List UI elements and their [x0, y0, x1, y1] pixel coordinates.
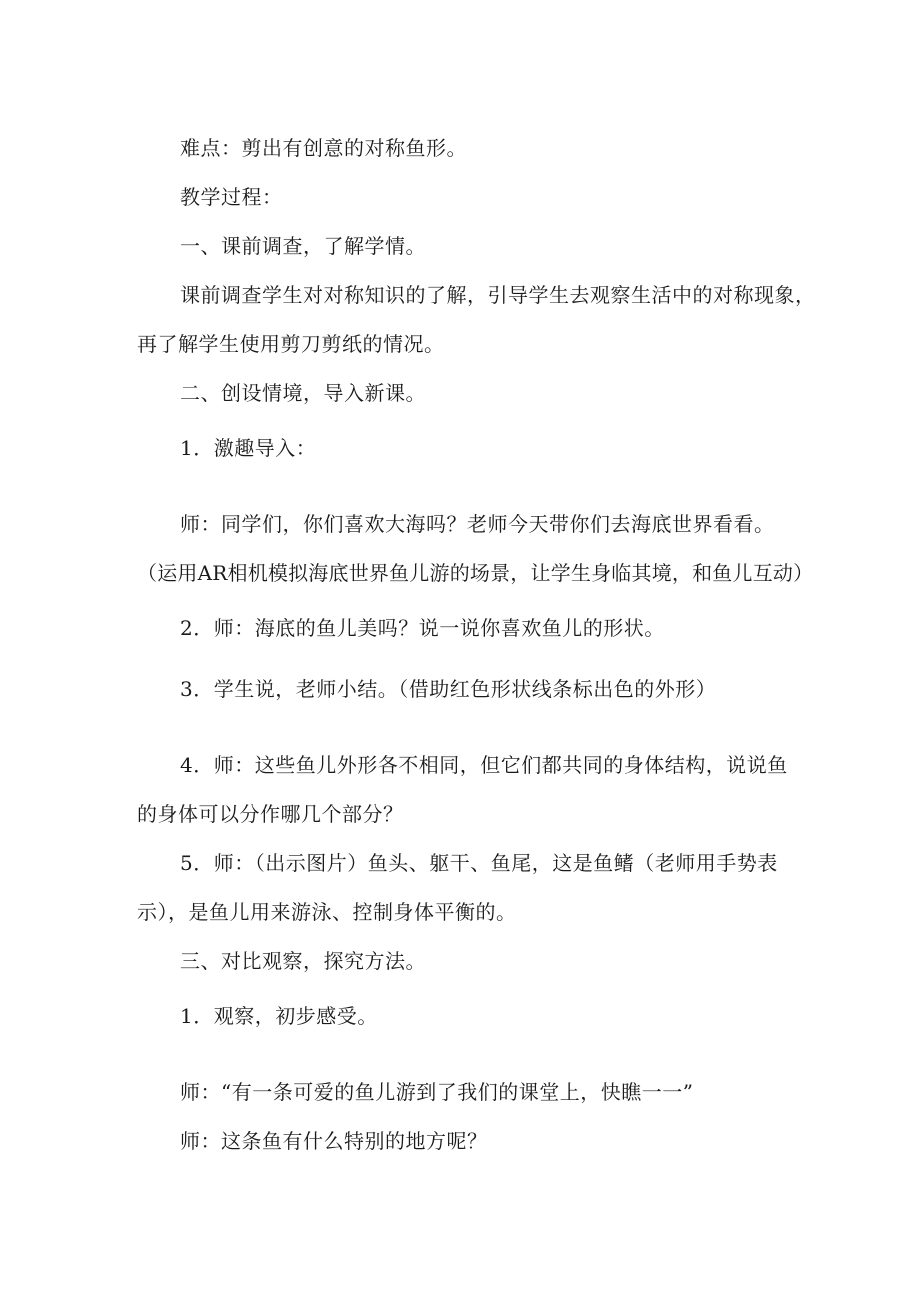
list-item-3: 3．学生说，老师小结。（借助红色形状线条标出色的外形）	[180, 677, 717, 701]
section-heading-3: 三、对比观察，探究方法。	[180, 949, 426, 973]
paragraph-survey-line2: 再了解学生使用剪刀剪纸的情况。	[137, 332, 445, 356]
list-item-5-line1: 5．师：（出示图片）鱼头、躯干、鱼尾，这是鱼鳍（老师用手势表	[180, 851, 778, 875]
list-item-2: 2．师：海底的鱼儿美吗？说一说你喜欢鱼儿的形状。	[180, 616, 665, 640]
section-heading-1: 一、课前调查，了解学情。	[180, 234, 426, 258]
paragraph-process-heading: 教学过程：	[180, 185, 283, 209]
paragraph-difficulty: 难点：剪出有创意的对称鱼形。	[180, 136, 467, 160]
paragraph-teacher-fish: 师：“有一条可爱的鱼儿游到了我们的课堂上，快瞧一一”	[180, 1080, 694, 1104]
paragraph-survey-line1: 课前调查学生对对称知识的了解，引导学生去观察生活中的对称现象，	[180, 283, 816, 307]
list-item-1: 1．激趣导入：	[180, 436, 317, 460]
section-heading-2: 二、创设情境，导入新课。	[180, 381, 426, 405]
list-item-5-line2: 示），是鱼儿用来游泳、控制身体平衡的。	[137, 900, 517, 924]
paragraph-teacher-intro: 师：同学们，你们喜欢大海吗？老师今天带你们去海底世界看看。	[180, 512, 775, 536]
list-item-4-line1: 4．师：这些鱼儿外形各不相同，但它们都共同的身体结构，说说鱼	[180, 753, 788, 777]
paragraph-ar-note: （运用AR相机模拟海底世界鱼儿游的场景，让学生身临其境，和鱼儿互动）	[137, 561, 814, 585]
list-item-4-line2: 的身体可以分作哪几个部分？	[137, 802, 404, 826]
paragraph-teacher-question: 师：这条鱼有什么特别的地方呢？	[180, 1129, 488, 1153]
list-item-observe: 1．观察，初步感受。	[180, 1004, 378, 1028]
